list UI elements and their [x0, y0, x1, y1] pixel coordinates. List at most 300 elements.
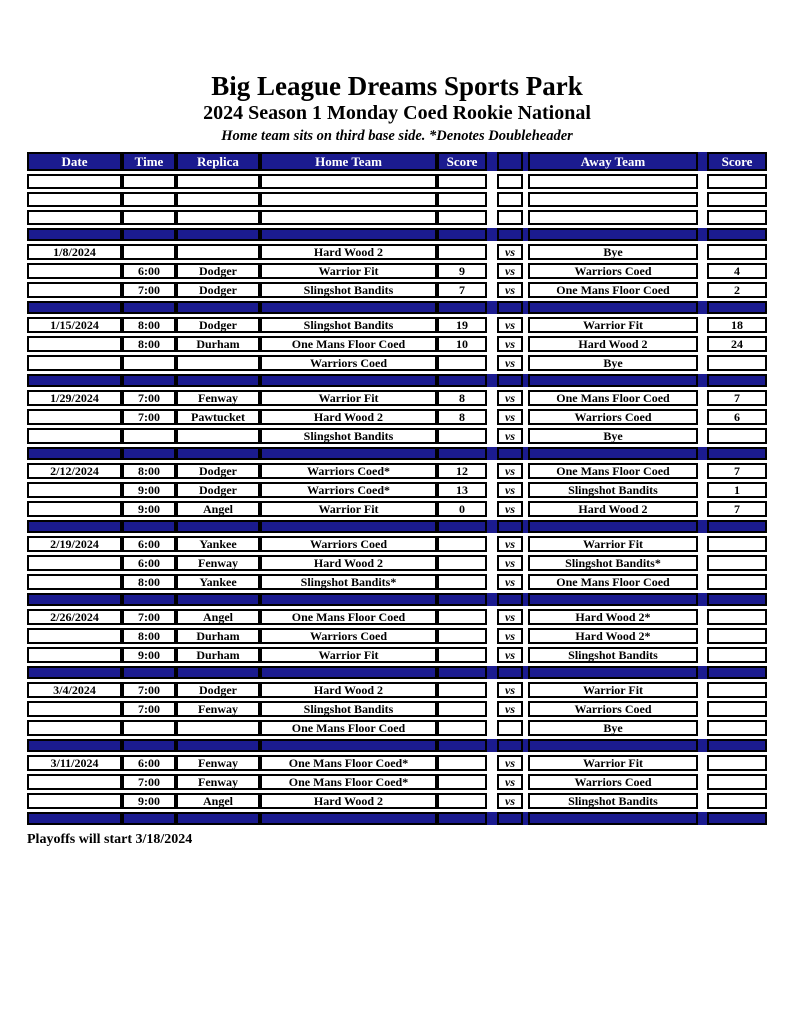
spacer — [698, 536, 707, 552]
vs-cell: vs — [497, 390, 523, 406]
date-cell — [27, 701, 122, 717]
game-row — [27, 682, 767, 698]
away-team-cell — [528, 228, 698, 241]
separator-row — [27, 374, 767, 387]
away-score-cell: 1 — [707, 482, 767, 498]
home-team-cell — [260, 666, 437, 679]
home-team-cell — [260, 593, 437, 606]
date-cell — [27, 263, 122, 279]
away-score-cell — [707, 555, 767, 571]
away-team-cell: Warriors Coed — [528, 701, 698, 717]
spacer — [487, 192, 497, 207]
vs-cell: vs — [497, 463, 523, 479]
home-team-cell: One Mans Floor Coed — [260, 609, 437, 625]
away-score-cell — [707, 609, 767, 625]
replica-cell — [176, 447, 260, 460]
home-team-cell: Slingshot Bandits — [260, 701, 437, 717]
time-cell: 8:00 — [122, 463, 176, 479]
replica-cell: Fenway — [176, 755, 260, 771]
home-score-cell — [437, 244, 487, 260]
vs-cell: vs — [497, 647, 523, 663]
away-team-cell — [528, 192, 698, 207]
vs-cell: vs — [497, 609, 523, 625]
date-cell — [27, 336, 122, 352]
home-score-cell — [437, 774, 487, 790]
vs-cell: vs — [497, 244, 523, 260]
away-team-cell: Slingshot Bandits — [528, 793, 698, 809]
time-cell — [122, 244, 176, 260]
date-cell — [27, 501, 122, 517]
spacer — [698, 647, 707, 663]
home-score-cell — [437, 739, 487, 752]
spacer — [698, 701, 707, 717]
spacer — [698, 574, 707, 590]
date-cell: 2/12/2024 — [27, 463, 122, 479]
home-team-cell: Warriors Coed — [260, 536, 437, 552]
home-score-cell — [437, 301, 487, 314]
time-cell: 9:00 — [122, 482, 176, 498]
spacer — [487, 447, 497, 460]
game-row — [27, 244, 767, 260]
home-team-cell: Warriors Coed — [260, 628, 437, 644]
spacer — [487, 720, 497, 736]
spacer — [698, 228, 707, 241]
spacer — [698, 501, 707, 517]
away-team-cell: Slingshot Bandits — [528, 647, 698, 663]
replica-cell: Fenway — [176, 390, 260, 406]
spacer — [487, 701, 497, 717]
date-cell — [27, 210, 122, 225]
home-score-cell: 9 — [437, 263, 487, 279]
vs-cell: vs — [497, 701, 523, 717]
replica-cell: Fenway — [176, 701, 260, 717]
replica-cell: Angel — [176, 609, 260, 625]
date-cell — [27, 228, 122, 241]
date-cell — [27, 520, 122, 533]
away-score-cell — [707, 774, 767, 790]
time-cell: 8:00 — [122, 628, 176, 644]
home-score-cell — [437, 192, 487, 207]
away-score-cell — [707, 701, 767, 717]
away-score-cell — [707, 593, 767, 606]
away-score-cell — [707, 355, 767, 371]
game-row — [27, 282, 767, 298]
home-score-cell — [437, 701, 487, 717]
time-cell — [122, 355, 176, 371]
time-cell — [122, 812, 176, 825]
home-score-cell — [437, 647, 487, 663]
spacer — [698, 317, 707, 333]
vs-cell — [497, 174, 523, 189]
home-team-cell: Hard Wood 2 — [260, 409, 437, 425]
spacer — [698, 720, 707, 736]
away-score-cell — [707, 682, 767, 698]
home-score-cell: 13 — [437, 482, 487, 498]
replica-cell: Durham — [176, 336, 260, 352]
spacer — [698, 210, 707, 225]
replica-cell — [176, 593, 260, 606]
spacer — [698, 482, 707, 498]
spacer — [487, 755, 497, 771]
title-block — [27, 72, 767, 144]
away-score-cell: 24 — [707, 336, 767, 352]
date-cell — [27, 374, 122, 387]
spacer — [487, 520, 497, 533]
vs-cell — [497, 447, 523, 460]
vs-cell: vs — [497, 755, 523, 771]
time-cell: 6:00 — [122, 555, 176, 571]
home-team-cell: Slingshot Bandits — [260, 317, 437, 333]
away-score-cell — [707, 536, 767, 552]
home-team-cell: Warriors Coed — [260, 355, 437, 371]
spacer — [487, 336, 497, 352]
away-team-cell: Slingshot Bandits* — [528, 555, 698, 571]
separator-row — [27, 520, 767, 533]
spacer — [487, 593, 497, 606]
vs-cell — [497, 301, 523, 314]
schedule-table — [27, 149, 767, 828]
spacer — [698, 301, 707, 314]
date-cell — [27, 192, 122, 207]
spacer — [487, 482, 497, 498]
home-team-cell: Warrior Fit — [260, 647, 437, 663]
date-cell — [27, 409, 122, 425]
date-cell — [27, 666, 122, 679]
away-score-cell — [707, 739, 767, 752]
vs-cell — [497, 812, 523, 825]
col-header-date: Date — [27, 152, 122, 171]
home-team-cell: Warrior Fit — [260, 501, 437, 517]
spacer — [487, 174, 497, 189]
separator-row — [27, 666, 767, 679]
away-score-cell — [707, 666, 767, 679]
time-cell: 9:00 — [122, 501, 176, 517]
time-cell: 9:00 — [122, 793, 176, 809]
time-cell: 7:00 — [122, 409, 176, 425]
replica-cell: Dodger — [176, 463, 260, 479]
vs-cell — [497, 374, 523, 387]
vs-cell: vs — [497, 263, 523, 279]
home-team-cell: Slingshot Bandits — [260, 282, 437, 298]
vs-cell — [497, 192, 523, 207]
spacer — [698, 666, 707, 679]
date-cell — [27, 428, 122, 444]
away-score-cell — [707, 301, 767, 314]
spacer — [487, 666, 497, 679]
replica-cell: Durham — [176, 647, 260, 663]
replica-cell: Dodger — [176, 682, 260, 698]
vs-cell — [497, 228, 523, 241]
col-header-time: Time — [122, 152, 176, 171]
spacer — [487, 555, 497, 571]
game-row — [27, 720, 767, 736]
home-team-cell — [260, 192, 437, 207]
replica-cell — [176, 301, 260, 314]
time-cell: 7:00 — [122, 282, 176, 298]
home-score-cell: 8 — [437, 390, 487, 406]
vs-cell: vs — [497, 501, 523, 517]
spacer — [487, 501, 497, 517]
away-team-cell — [528, 812, 698, 825]
replica-cell: Angel — [176, 501, 260, 517]
replica-cell — [176, 520, 260, 533]
vs-cell: vs — [497, 482, 523, 498]
away-team-cell: Warrior Fit — [528, 536, 698, 552]
home-team-cell — [260, 210, 437, 225]
vs-cell: vs — [497, 336, 523, 352]
home-team-cell: Warriors Coed* — [260, 482, 437, 498]
replica-cell — [176, 739, 260, 752]
vs-cell: vs — [497, 282, 523, 298]
vs-cell: vs — [497, 317, 523, 333]
away-team-cell — [528, 739, 698, 752]
time-cell — [122, 192, 176, 207]
away-team-cell — [528, 666, 698, 679]
home-score-cell: 19 — [437, 317, 487, 333]
home-team-cell — [260, 812, 437, 825]
away-score-cell — [707, 755, 767, 771]
spacer — [487, 536, 497, 552]
separator-row — [27, 593, 767, 606]
home-team-cell: Slingshot Bandits — [260, 428, 437, 444]
spacer — [698, 409, 707, 425]
spacer — [698, 593, 707, 606]
empty-row — [27, 174, 767, 189]
spacer — [698, 774, 707, 790]
home-team-cell: Hard Wood 2 — [260, 793, 437, 809]
away-team-cell — [528, 301, 698, 314]
home-team-cell — [260, 520, 437, 533]
replica-cell — [176, 666, 260, 679]
time-cell — [122, 174, 176, 189]
date-cell: 1/15/2024 — [27, 317, 122, 333]
replica-cell: Angel — [176, 793, 260, 809]
spacer — [487, 774, 497, 790]
date-cell — [27, 174, 122, 189]
home-score-cell — [437, 174, 487, 189]
game-row — [27, 355, 767, 371]
game-row — [27, 774, 767, 790]
time-cell — [122, 666, 176, 679]
spacer — [698, 192, 707, 207]
home-score-cell — [437, 374, 487, 387]
spacer — [487, 244, 497, 260]
away-score-cell — [707, 793, 767, 809]
home-score-cell: 8 — [437, 409, 487, 425]
home-team-cell: One Mans Floor Coed — [260, 336, 437, 352]
away-team-cell: Warriors Coed — [528, 263, 698, 279]
home-team-cell: One Mans Floor Coed* — [260, 755, 437, 771]
separator-row — [27, 812, 767, 825]
replica-cell: Dodger — [176, 282, 260, 298]
separator-row — [27, 301, 767, 314]
vs-cell — [497, 739, 523, 752]
time-cell: 7:00 — [122, 609, 176, 625]
home-score-cell — [437, 682, 487, 698]
spacer — [698, 263, 707, 279]
game-row — [27, 501, 767, 517]
vs-cell: vs — [497, 793, 523, 809]
home-score-cell: 10 — [437, 336, 487, 352]
vs-cell: vs — [497, 355, 523, 371]
away-team-cell: Hard Wood 2* — [528, 628, 698, 644]
spacer — [487, 409, 497, 425]
replica-cell: Fenway — [176, 555, 260, 571]
game-row — [27, 755, 767, 771]
game-row — [27, 536, 767, 552]
vs-cell: vs — [497, 682, 523, 698]
header-spacer — [698, 152, 707, 171]
replica-cell — [176, 355, 260, 371]
vs-cell — [497, 210, 523, 225]
game-row — [27, 482, 767, 498]
header-spacer — [487, 152, 497, 171]
replica-cell — [176, 812, 260, 825]
replica-cell: Dodger — [176, 482, 260, 498]
home-team-cell — [260, 301, 437, 314]
away-team-cell: One Mans Floor Coed — [528, 463, 698, 479]
vs-cell: vs — [497, 774, 523, 790]
away-team-cell: Warrior Fit — [528, 317, 698, 333]
away-score-cell — [707, 228, 767, 241]
spacer — [698, 682, 707, 698]
time-cell: 7:00 — [122, 701, 176, 717]
home-score-cell — [437, 593, 487, 606]
date-cell: 2/19/2024 — [27, 536, 122, 552]
game-row — [27, 555, 767, 571]
spacer — [487, 228, 497, 241]
away-score-cell: 7 — [707, 390, 767, 406]
date-cell — [27, 574, 122, 590]
vs-cell: vs — [497, 428, 523, 444]
date-cell — [27, 720, 122, 736]
separator-row — [27, 228, 767, 241]
replica-cell — [176, 720, 260, 736]
away-score-cell — [707, 374, 767, 387]
away-score-cell — [707, 428, 767, 444]
home-score-cell: 12 — [437, 463, 487, 479]
date-cell: 1/29/2024 — [27, 390, 122, 406]
away-score-cell — [707, 192, 767, 207]
spacer — [487, 628, 497, 644]
time-cell: 7:00 — [122, 682, 176, 698]
away-team-cell — [528, 593, 698, 606]
home-score-cell — [437, 793, 487, 809]
col-header-home-team: Home Team — [260, 152, 437, 171]
col-header-away-score: Score — [707, 152, 767, 171]
vs-cell: vs — [497, 409, 523, 425]
spacer — [698, 755, 707, 771]
home-team-cell: Warriors Coed* — [260, 463, 437, 479]
vs-cell — [497, 593, 523, 606]
spacer — [487, 647, 497, 663]
date-cell — [27, 282, 122, 298]
date-cell — [27, 647, 122, 663]
away-score-cell: 7 — [707, 463, 767, 479]
home-team-cell: One Mans Floor Coed — [260, 720, 437, 736]
away-score-cell: 18 — [707, 317, 767, 333]
away-score-cell — [707, 628, 767, 644]
spacer — [487, 682, 497, 698]
date-cell — [27, 739, 122, 752]
date-cell — [27, 355, 122, 371]
time-cell: 8:00 — [122, 317, 176, 333]
home-score-cell — [437, 536, 487, 552]
away-score-cell — [707, 520, 767, 533]
replica-cell — [176, 192, 260, 207]
home-score-cell — [437, 812, 487, 825]
playoffs-note: Playoffs will start 3/18/2024 — [27, 832, 193, 847]
time-cell — [122, 301, 176, 314]
away-team-cell: Slingshot Bandits — [528, 482, 698, 498]
spacer — [487, 463, 497, 479]
time-cell — [122, 428, 176, 444]
page-subtitle: 2024 Season 1 Monday Coed Rookie National — [203, 102, 591, 124]
spacer — [698, 555, 707, 571]
home-team-cell: Hard Wood 2 — [260, 555, 437, 571]
spacer — [487, 609, 497, 625]
home-team-cell: One Mans Floor Coed* — [260, 774, 437, 790]
spacer — [487, 355, 497, 371]
home-team-cell — [260, 228, 437, 241]
time-cell — [122, 228, 176, 241]
vs-cell: vs — [497, 628, 523, 644]
spacer — [487, 428, 497, 444]
game-row — [27, 628, 767, 644]
home-score-cell — [437, 355, 487, 371]
spacer — [487, 812, 497, 825]
away-team-cell: Bye — [528, 428, 698, 444]
time-cell: 7:00 — [122, 390, 176, 406]
away-team-cell — [528, 174, 698, 189]
game-row — [27, 336, 767, 352]
time-cell: 9:00 — [122, 647, 176, 663]
game-row — [27, 390, 767, 406]
replica-cell — [176, 428, 260, 444]
spacer — [487, 374, 497, 387]
vs-cell — [497, 520, 523, 533]
separator-row — [27, 447, 767, 460]
date-cell: 3/11/2024 — [27, 755, 122, 771]
spacer — [487, 301, 497, 314]
home-score-cell — [437, 520, 487, 533]
date-cell — [27, 774, 122, 790]
date-cell — [27, 812, 122, 825]
away-score-cell: 4 — [707, 263, 767, 279]
replica-cell: Yankee — [176, 536, 260, 552]
spacer — [487, 210, 497, 225]
replica-cell: Fenway — [176, 774, 260, 790]
home-score-cell — [437, 666, 487, 679]
home-team-cell: Slingshot Bandits* — [260, 574, 437, 590]
away-team-cell: Warrior Fit — [528, 755, 698, 771]
time-cell: 6:00 — [122, 536, 176, 552]
away-team-cell: Bye — [528, 355, 698, 371]
home-score-cell — [437, 609, 487, 625]
away-team-cell: One Mans Floor Coed — [528, 390, 698, 406]
time-cell — [122, 720, 176, 736]
spacer — [487, 574, 497, 590]
time-cell — [122, 210, 176, 225]
replica-cell — [176, 228, 260, 241]
col-header-away-team: Away Team — [528, 152, 698, 171]
spacer — [487, 390, 497, 406]
away-score-cell: 7 — [707, 501, 767, 517]
away-team-cell: Warriors Coed — [528, 409, 698, 425]
away-team-cell: Hard Wood 2* — [528, 609, 698, 625]
date-cell — [27, 793, 122, 809]
time-cell — [122, 374, 176, 387]
